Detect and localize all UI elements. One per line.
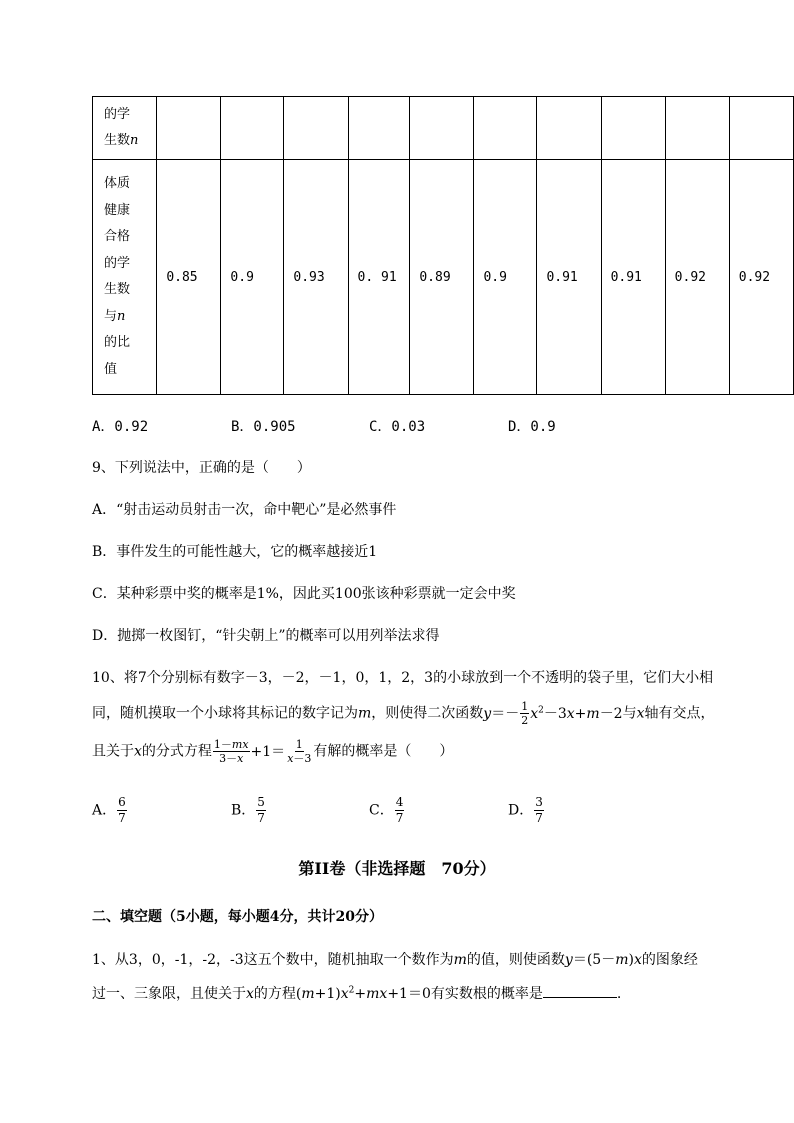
label-line: 生数 (104, 282, 131, 297)
table-row (93, 97, 794, 160)
table-cell (474, 97, 537, 160)
table-cell (284, 97, 348, 160)
numerator: 6 (118, 795, 126, 809)
denominator: 7 (535, 811, 543, 825)
q10-line-1: 10、将7个分别标有数字－3，－2，－1，0，1，2，3的小球放到一个不透明的袋子里，它们大小相 (92, 670, 714, 686)
denominator: 7 (118, 811, 126, 825)
q10-line-2: 同，随机摸取一个小球将其标记的数字记为m，则使得二次函数y＝－ $\frac{1}{2}$ $x^2-3x+m-2$与x轴有交点， (92, 700, 715, 727)
q9-option-c: C．某种彩票中奖的概率是1%，因此买100张该种彩票就一定会中奖 (92, 586, 516, 602)
table-cell (601, 97, 665, 160)
section-heading: 第II卷（非选择题 70分） (298, 859, 496, 878)
table-cell: 0.92 (729, 160, 793, 395)
option-label: B． (231, 802, 256, 819)
text-fragment: ，则使得二次函数 (371, 705, 484, 722)
table-cell: 0.9 (474, 160, 537, 395)
q8-option-c: C．0.03 (369, 419, 426, 435)
label-line: 的学 (104, 255, 131, 271)
table-cell (729, 97, 793, 160)
q10-option-a (92, 795, 128, 826)
text-fragment: 与 (622, 705, 637, 722)
table-cell: 0.91 (537, 160, 601, 395)
numerator: 3 (535, 795, 543, 809)
label-line: 合格 (104, 229, 131, 244)
table-cell (348, 97, 410, 160)
text-fragment: 1、从3，0，-1，-2，-3这五个数中，随机抽取一个数作为 (92, 952, 454, 968)
table-cell: 0.85 (157, 160, 221, 395)
q9-option-b: B．事件发生的可能性越大，它的概率越接近1 (92, 544, 378, 560)
numerator: 5 (257, 795, 265, 809)
q9-option-d: D．抛掷一枚图钉，“针尖朝上”的概率可以用列举法求得 (92, 628, 440, 644)
table-cell (221, 97, 284, 160)
answer-blank[interactable] (543, 983, 617, 998)
text-fragment: 有解的概率是（ ） (313, 743, 454, 760)
label-line: 与n (104, 308, 126, 324)
text-fragment: 的值，则使函数 (466, 952, 565, 968)
numerator: 4 (395, 795, 404, 809)
table-cell: 0.93 (284, 160, 348, 395)
label-line: 值 (104, 361, 118, 377)
frequency-table (92, 96, 794, 395)
table-cell: 0.92 (665, 160, 729, 395)
variable-m: m (358, 705, 372, 722)
text-fragment: 过一、三象限，且使关于 (92, 986, 246, 1002)
table-cell: 0.89 (410, 160, 474, 395)
q10-option-c (369, 795, 405, 826)
text-fragment: . (616, 986, 622, 1002)
table-cell: 0.9 (221, 160, 284, 395)
label-line: 生数n (104, 133, 139, 148)
fractional-equation: $\frac{1-mx}{3-x}$ +1＝ $\frac{1}{x-3}$ (213, 738, 312, 765)
text-fragment: 轴有交点， (644, 705, 715, 722)
q8-option-b: B．0.905 (231, 419, 296, 435)
text-fragment: 有实数根的概率是 (430, 986, 543, 1002)
row-label-student-count (93, 97, 157, 160)
label-line: 体质 (104, 176, 131, 191)
option-label: A． (92, 802, 117, 819)
table-cell (537, 97, 601, 160)
section-subheading: 二、填空题（5小题，每小题4分，共计20分） (92, 909, 383, 925)
table-row (93, 160, 794, 395)
label-line: 的学 (104, 106, 131, 122)
row-label-ratio (93, 160, 157, 395)
q9-option-a: A．“射击运动员射击一次，命中靶心”是必然事件 (92, 502, 397, 518)
text-fragment: 的分式方程 (141, 743, 212, 760)
text-fragment: 同，随机摸取一个小球将其标记的数字记为 (92, 705, 358, 722)
table-cell (157, 97, 221, 160)
table-cell (665, 97, 729, 160)
linear-function: y＝(5－m)x (564, 952, 642, 968)
denominator: 7 (395, 811, 404, 825)
text-fragment: 的图象经 (641, 952, 698, 968)
label-line: 的比 (104, 335, 131, 350)
table-cell: 0.91 (601, 160, 665, 395)
fill1-line-2: 过一、三象限，且使关于x的方程$(m+1)x^2+mx+1=0$有实数根的概率是 . (92, 983, 621, 1003)
denominator: 7 (257, 811, 265, 825)
q10-option-d (508, 795, 545, 826)
quadratic-function: y＝－ $\frac{1}{2}$ $x^2-3x+m-2$ (483, 700, 623, 727)
text-fragment: 且关于 (92, 743, 134, 760)
fill1-line-1: 1、从3，0，-1，-2，-3这五个数中，随机抽取一个数作为m的值，则使函数y＝(5－m)x的图象经 (92, 952, 698, 968)
q9-stem: 9、下列说法中，正确的是（ ） (92, 460, 311, 476)
q8-option-d: D．0.9 (508, 419, 556, 435)
quadratic-equation: $(m+1)x^2+mx+1=0$ (295, 985, 431, 1002)
label-line: 健康 (104, 202, 131, 218)
q10-line-3: 且关于x的分式方程 $\frac{1-mx}{3-x}$ +1＝ $\frac{1}{x-3}$ 有解的概率是（ ） (92, 738, 454, 765)
table-cell: 0. 91 (348, 160, 410, 395)
option-label: D． (508, 802, 534, 819)
q10-option-b (231, 795, 267, 826)
q8-option-a: A．0.92 (92, 419, 149, 435)
table-cell (410, 97, 474, 160)
text-fragment: 的方程 (253, 986, 296, 1002)
option-label: C． (369, 802, 394, 819)
